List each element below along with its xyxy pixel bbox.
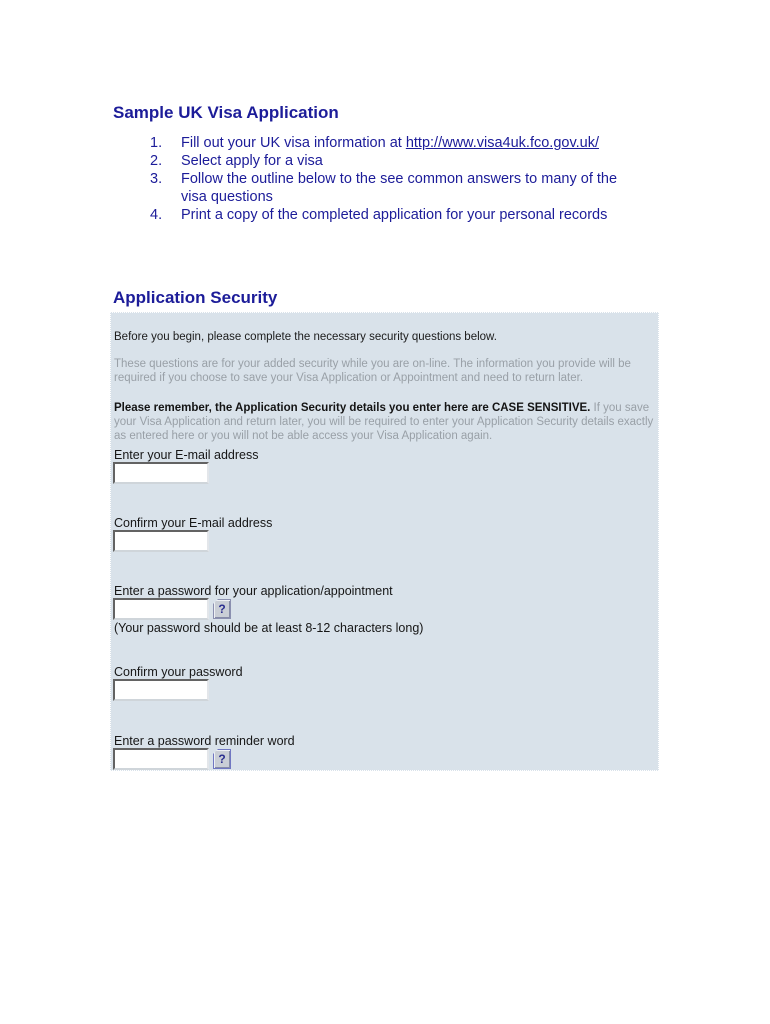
warning-rest-text: If you save your Visa Application and return later, you will be required to enter your Application Security details exactly as entered here or you will not be able access your Visa Application again. xyxy=(114,401,654,442)
question-mark-glyph: ? xyxy=(218,752,226,766)
password-input[interactable] xyxy=(113,598,209,620)
list-item-number: 2. xyxy=(150,153,163,169)
list-item-number: 4. xyxy=(150,207,163,223)
email-label: Enter your E-mail address xyxy=(114,448,259,462)
page-title: Sample UK Visa Application xyxy=(113,103,339,123)
reminder-word-input[interactable] xyxy=(113,748,209,770)
password-label: Enter a password for your application/appointment xyxy=(114,584,393,598)
list-item-text xyxy=(181,134,599,152)
confirm-email-input[interactable] xyxy=(113,530,209,552)
list-item xyxy=(150,170,650,206)
instruction-list xyxy=(150,134,650,224)
list-item xyxy=(150,206,650,224)
section-heading: Application Security xyxy=(113,288,278,308)
list-item-number: 3. xyxy=(150,171,163,187)
panel-intro-text: Before you begin, please complete the necessary security questions below. xyxy=(114,330,497,343)
security-panel xyxy=(110,312,659,771)
step-1-text: Fill out your UK visa information at xyxy=(181,135,406,151)
visa4uk-link[interactable]: http://www.visa4uk.fco.gov.uk/ xyxy=(405,135,599,151)
list-item-number: 1. xyxy=(150,135,163,151)
password-hint-text: (Your password should be at least 8-12 characters long) xyxy=(114,621,424,635)
panel-warning-text xyxy=(114,401,659,443)
list-item-text: Follow the outline below to the see common answers to many of the visa questions xyxy=(181,171,618,205)
confirm-email-label: Confirm your E-mail address xyxy=(114,516,273,530)
list-item-text: Print a copy of the completed application for your personal records xyxy=(181,207,608,223)
confirm-password-label: Confirm your password xyxy=(114,665,243,679)
list-item xyxy=(150,134,650,152)
list-item-text: Select apply for a visa xyxy=(181,153,323,169)
list-item xyxy=(150,152,650,170)
question-mark-glyph: ? xyxy=(218,602,226,616)
email-input[interactable] xyxy=(113,462,209,484)
reminder-word-label: Enter a password reminder word xyxy=(114,734,295,748)
confirm-password-input[interactable] xyxy=(113,679,209,701)
reminder-help-icon[interactable] xyxy=(213,749,231,769)
password-help-icon[interactable] xyxy=(213,599,231,619)
warning-bold-text: Please remember, the Application Security details you enter here are CASE SENSITIVE. xyxy=(114,401,591,414)
panel-info-text: These questions are for your added security while you are on-line. The information you provide will be required if you choose to save your Visa Application or Appointment and need to return later. xyxy=(114,357,631,384)
